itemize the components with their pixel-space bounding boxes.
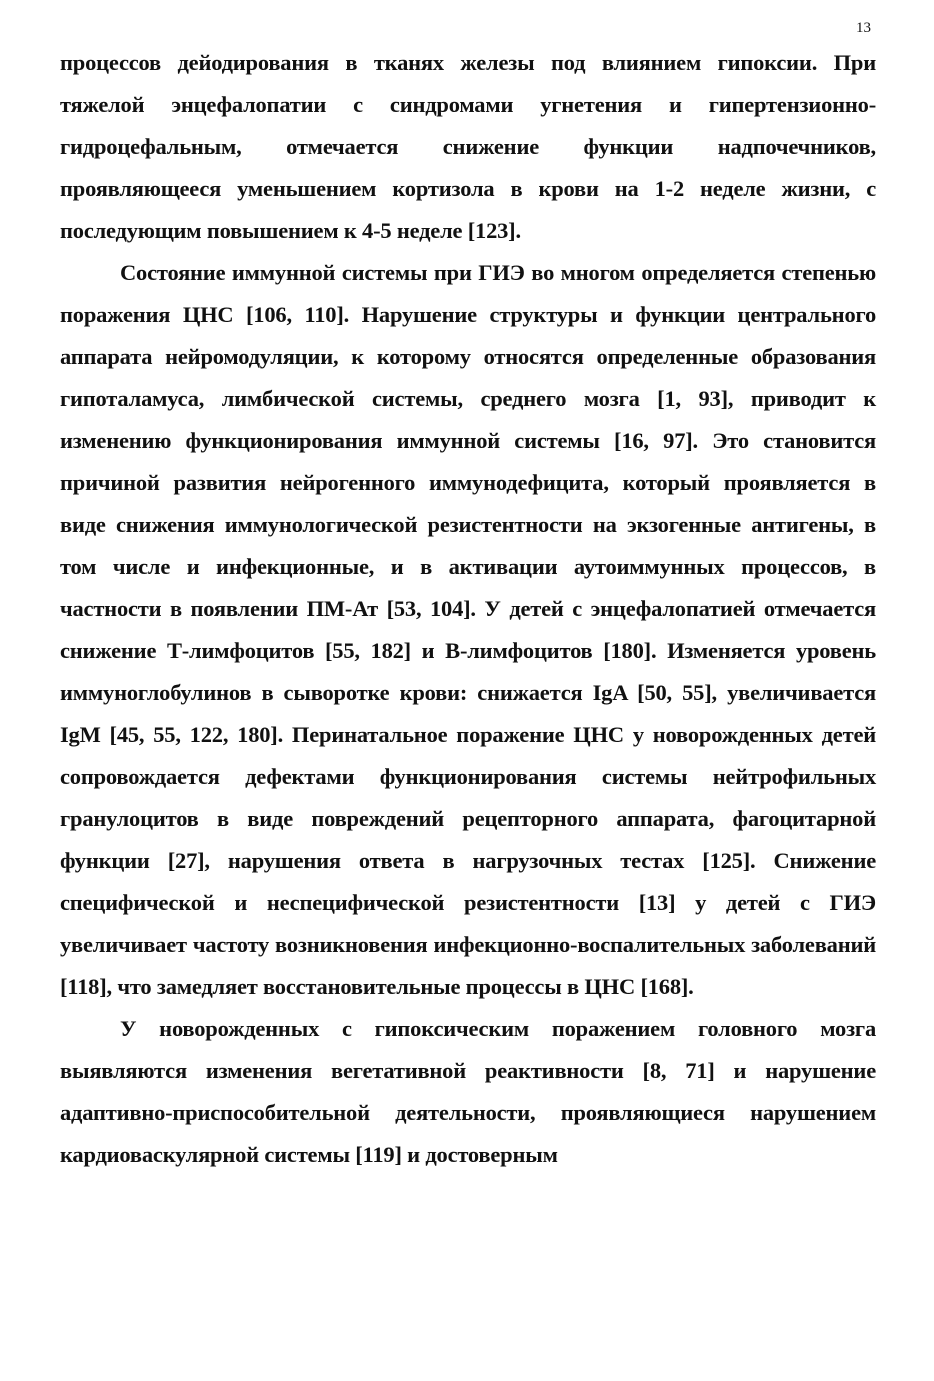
body-text (60, 42, 876, 1176)
paragraph-3: У новорожденных с гипоксическим поражением головного мозга выявляются изменения вегетативной реактивности [8, 71] и нарушение адаптивно-приспособительной деятельности, проявляющиеся нарушением кардиоваскулярной системы [119] и достоверным (60, 1016, 876, 1167)
paragraph-1: процессов дейодирования в тканях железы под влиянием гипоксии. При тяжелой энцефалопатии с синдромами угнетения и гипертензионно-гидроцефальным, отмечается снижение функции надпочечников, проявляющееся уменьшением кортизола в крови на 1-2 неделе жизни, с последующим повышением к 4-5 неделе [123]. (60, 50, 876, 243)
paragraph-2: Состояние иммунной системы при ГИЭ во многом определяется степенью поражения ЦНС [106, 110]. Нарушение структуры и функции центрального аппарата нейромодуляции, к которому относятся определенные образования гипоталамуса, лимбической системы, среднего мозга [1, 93], приводит к изменению функционирования иммунной системы [16, 97]. Это становится причиной развития нейрогенного иммунодефицита, который проявляется в виде снижения иммунологической резистентности на экзогенные антигены, в том числе и инфекционные, и в активации аутоиммунных процессов, в частности в появлении ПМ-Ат [53, 104]. У детей с энцефалопатией отмечается снижение Т-лимфоцитов [55, 182] и В-лимфоцитов [180]. Изменяется уровень иммуноглобулинов в сыворотке крови: снижается IgA [50, 55], увеличивается IgM [45, 55, 122, 180]. Перинатальное поражение ЦНС у новорожденных детей сопровождается дефектами функционирования системы нейтрофильных гранулоцитов в виде повреждений рецепторного аппарата, фагоцитарной функции [27], нарушения ответа в нагрузочных тестах [125]. Снижение специфической и неспецифической резистентности [13] у детей с ГИЭ увеличивает частоту возникновения инфекционно-воспалительных заболеваний [118], что замедляет восстановительные процессы в ЦНС [168]. (60, 260, 876, 999)
page-number: 13 (856, 20, 871, 36)
